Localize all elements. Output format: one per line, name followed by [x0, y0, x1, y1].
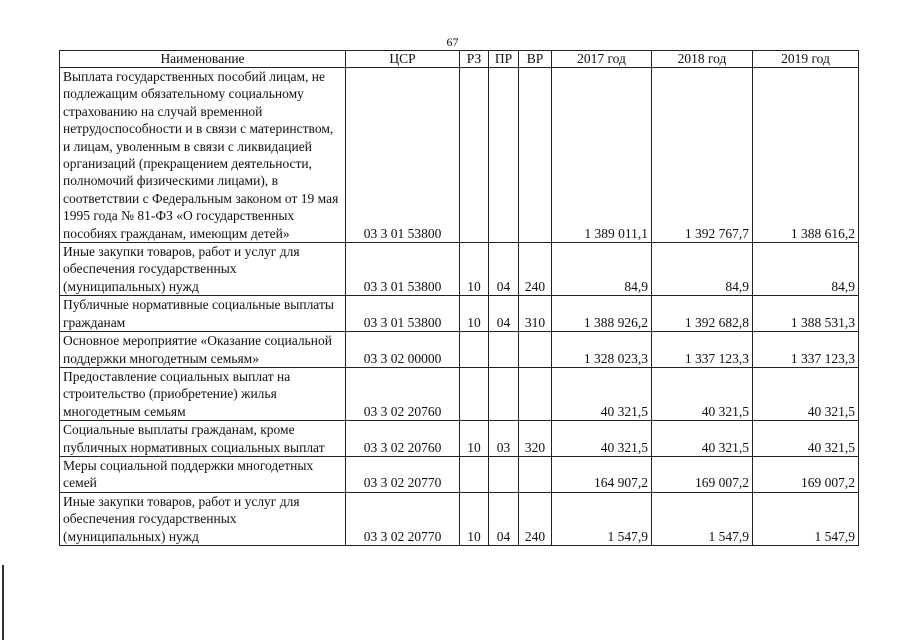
- row-2017: 40 321,5: [552, 367, 652, 420]
- row-vr: [519, 68, 552, 243]
- row-name: Выплата государственных пособий лицам, не подлежащим обязательному социальному страхованию на случай временной нетрудоспособности и в связи с материнством, и лицам, уволенным в связи с ликвидацией организаций (прекращением деятельности, полномочий физическими лицами), в соответствии с Федеральным законом от 19 мая 1995 года № 81-ФЗ «О государственных пособиях гражданам, имеющим детей»: [60, 68, 346, 243]
- row-csr: 03 3 02 20770: [346, 456, 460, 492]
- row-2018: 1 392 682,8: [652, 296, 753, 332]
- table-row: [60, 243, 859, 296]
- row-csr: 03 3 01 53800: [346, 296, 460, 332]
- table-header-row: [60, 51, 859, 68]
- header-pr: ПР: [489, 51, 519, 68]
- row-csr: 03 3 01 53800: [346, 243, 460, 296]
- row-rz: 10: [460, 421, 489, 457]
- row-2019: 169 007,2: [753, 456, 859, 492]
- table-row: [60, 68, 859, 243]
- row-2018: 40 321,5: [652, 367, 753, 420]
- row-2017: 1 328 023,3: [552, 332, 652, 368]
- table-row: [60, 367, 859, 420]
- row-vr: [519, 456, 552, 492]
- row-csr: 03 3 02 20770: [346, 492, 460, 545]
- row-vr: 240: [519, 492, 552, 545]
- row-vr: 320: [519, 421, 552, 457]
- row-2018: 169 007,2: [652, 456, 753, 492]
- row-2019: 84,9: [753, 243, 859, 296]
- row-csr: 03 3 02 20760: [346, 421, 460, 457]
- row-name: Публичные нормативные социальные выплаты гражданам: [60, 296, 346, 332]
- row-vr: [519, 367, 552, 420]
- row-2018: 1 337 123,3: [652, 332, 753, 368]
- row-pr: [489, 332, 519, 368]
- table-row: [60, 296, 859, 332]
- row-pr: 04: [489, 296, 519, 332]
- row-pr: 03: [489, 421, 519, 457]
- row-vr: 310: [519, 296, 552, 332]
- header-vr: ВР: [519, 51, 552, 68]
- row-2019: 40 321,5: [753, 421, 859, 457]
- header-rz: РЗ: [460, 51, 489, 68]
- row-rz: [460, 332, 489, 368]
- row-pr: 04: [489, 492, 519, 545]
- row-pr: [489, 456, 519, 492]
- row-2017: 40 321,5: [552, 421, 652, 457]
- table-row: [60, 421, 859, 457]
- row-2017: 164 907,2: [552, 456, 652, 492]
- row-2019: 1 388 531,3: [753, 296, 859, 332]
- row-2017: 84,9: [552, 243, 652, 296]
- row-2017: 1 388 926,2: [552, 296, 652, 332]
- row-name: Предоставление социальных выплат на строительство (приобретение) жилья многодетным семьям: [60, 367, 346, 420]
- row-2019: 1 547,9: [753, 492, 859, 545]
- row-rz: 10: [460, 492, 489, 545]
- row-name: Иные закупки товаров, работ и услуг для обеспечения государственных (муниципальных) нужд: [60, 492, 346, 545]
- row-pr: 04: [489, 243, 519, 296]
- header-2017: 2017 год: [552, 51, 652, 68]
- row-2018: 1 392 767,7: [652, 68, 753, 243]
- row-2019: 1 388 616,2: [753, 68, 859, 243]
- scan-edge-mark: [2, 565, 4, 640]
- row-csr: 03 3 02 20760: [346, 367, 460, 420]
- budget-table: [59, 50, 859, 546]
- row-rz: 10: [460, 243, 489, 296]
- table-row: [60, 456, 859, 492]
- row-2018: 1 547,9: [652, 492, 753, 545]
- row-2019: 40 321,5: [753, 367, 859, 420]
- row-2017: 1 389 011,1: [552, 68, 652, 243]
- header-csr: ЦСР: [346, 51, 460, 68]
- row-rz: [460, 456, 489, 492]
- header-2019: 2019 год: [753, 51, 859, 68]
- row-name: Иные закупки товаров, работ и услуг для обеспечения государственных (муниципальных) нужд: [60, 243, 346, 296]
- page-number: 67: [446, 35, 459, 49]
- row-name: Основное мероприятие «Оказание социальной поддержки многодетным семьям»: [60, 332, 346, 368]
- row-name: Социальные выплаты гражданам, кроме публичных нормативных социальных выплат: [60, 421, 346, 457]
- header-2018: 2018 год: [652, 51, 753, 68]
- row-rz: [460, 367, 489, 420]
- row-2018: 84,9: [652, 243, 753, 296]
- row-csr: 03 3 01 53800: [346, 68, 460, 243]
- row-pr: [489, 68, 519, 243]
- header-name: Наименование: [60, 51, 346, 68]
- row-rz: 10: [460, 296, 489, 332]
- table-row: [60, 332, 859, 368]
- row-vr: [519, 332, 552, 368]
- row-2019: 1 337 123,3: [753, 332, 859, 368]
- row-csr: 03 3 02 00000: [346, 332, 460, 368]
- row-name: Меры социальной поддержки многодетных семей: [60, 456, 346, 492]
- row-vr: 240: [519, 243, 552, 296]
- table-row: [60, 492, 859, 545]
- row-pr: [489, 367, 519, 420]
- row-2018: 40 321,5: [652, 421, 753, 457]
- row-rz: [460, 68, 489, 243]
- row-2017: 1 547,9: [552, 492, 652, 545]
